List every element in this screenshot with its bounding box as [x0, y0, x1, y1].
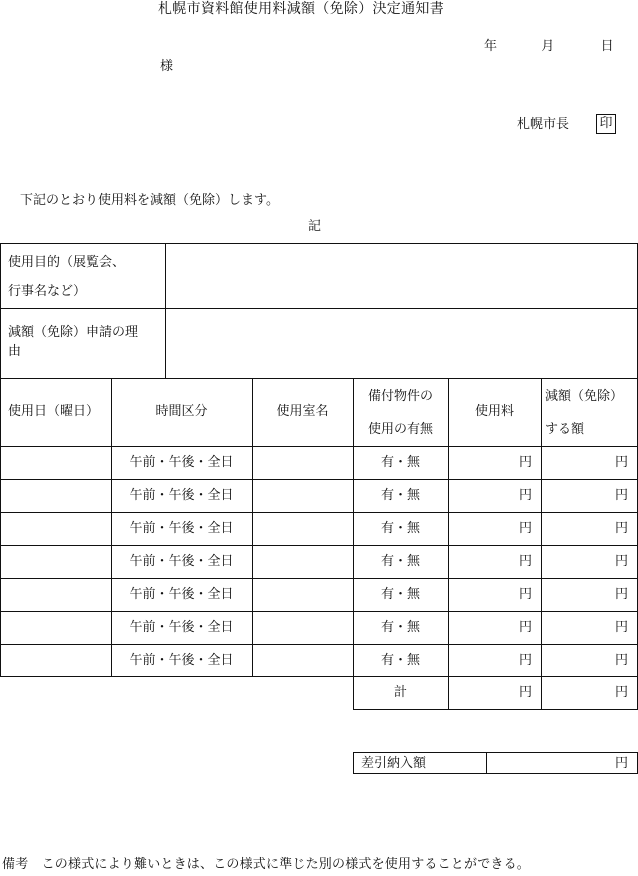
row-equipment-options: 有・無: [380, 455, 420, 470]
reason-label-line2: 由: [8, 344, 22, 359]
header-reduced-line2: する額: [545, 422, 585, 437]
row-reduced-unit: 円: [614, 455, 628, 470]
net-payment-label: 差引納入額: [361, 756, 427, 771]
row-fee-unit: 円: [518, 521, 532, 536]
row-equipment-options: 有・無: [380, 587, 420, 602]
row-time-options: 午前・午後・全日: [129, 455, 234, 470]
total-fee-unit: 円: [518, 685, 532, 700]
row-time-options: 午前・午後・全日: [129, 587, 234, 602]
row-fee-unit: 円: [518, 620, 532, 635]
row-equipment-options: 有・無: [380, 488, 420, 503]
row-reduced-unit: 円: [614, 488, 628, 503]
header-equipment-line1: 備付物件の: [367, 389, 433, 404]
net-payment-unit: 円: [614, 756, 628, 771]
date-line: [484, 40, 614, 53]
row-reduced-unit: 円: [614, 620, 628, 635]
row-time-options: 午前・午後・全日: [129, 554, 234, 569]
row-fee-unit: 円: [518, 554, 532, 569]
header-reduced-line1: 減額（免除）: [545, 389, 624, 404]
row-equipment-options: 有・無: [380, 620, 420, 635]
header-time-slot: 時間区分: [155, 404, 208, 419]
header-equipment-line2: 使用の有無: [367, 422, 433, 437]
date-day-label: 日: [600, 39, 614, 54]
row-reduced-unit: 円: [614, 653, 628, 668]
row-reduced-unit: 円: [614, 554, 628, 569]
header-room-name: 使用室名: [276, 404, 329, 419]
reason-label-line1: 減額（免除）申請の理: [8, 325, 139, 340]
row-fee-unit: 円: [518, 455, 532, 470]
row-time-options: 午前・午後・全日: [129, 620, 234, 635]
row-time-options: 午前・午後・全日: [129, 488, 234, 503]
date-month-label: 月: [541, 39, 555, 54]
row-fee-unit: 円: [518, 488, 532, 503]
row-fee-unit: 円: [518, 587, 532, 602]
row-equipment-options: 有・無: [380, 521, 420, 536]
issuer-name: 札幌市長: [517, 117, 570, 132]
purpose-label-line2: 行事名など）: [8, 284, 87, 299]
purpose-label-line1: 使用目的（展覧会、: [8, 255, 126, 270]
addressee-suffix: 様: [160, 59, 174, 74]
row-time-options: 午前・午後・全日: [129, 653, 234, 668]
header-use-date: 使用日（曜日）: [8, 404, 100, 419]
row-equipment-options: 有・無: [380, 653, 420, 668]
row-reduced-unit: 円: [614, 521, 628, 536]
row-reduced-unit: 円: [614, 587, 628, 602]
intro-text: 下記のとおり使用料を減額（免除）します。: [20, 193, 279, 208]
document-title: 札幌市資料館使用料減額（免除）決定通知書: [158, 1, 444, 17]
total-label: 計: [393, 685, 407, 700]
total-reduced-unit: 円: [614, 685, 628, 700]
seal-mark: 印: [596, 114, 616, 134]
date-year-label: 年: [484, 39, 498, 54]
row-time-options: 午前・午後・全日: [129, 521, 234, 536]
header-fee: 使用料: [474, 404, 514, 419]
row-equipment-options: 有・無: [380, 554, 420, 569]
row-fee-unit: 円: [518, 653, 532, 668]
ki-heading: 記: [308, 219, 322, 234]
remarks-note: 備考 この様式により難いときは、この様式に準じた別の様式を使用することができる。: [2, 857, 531, 872]
